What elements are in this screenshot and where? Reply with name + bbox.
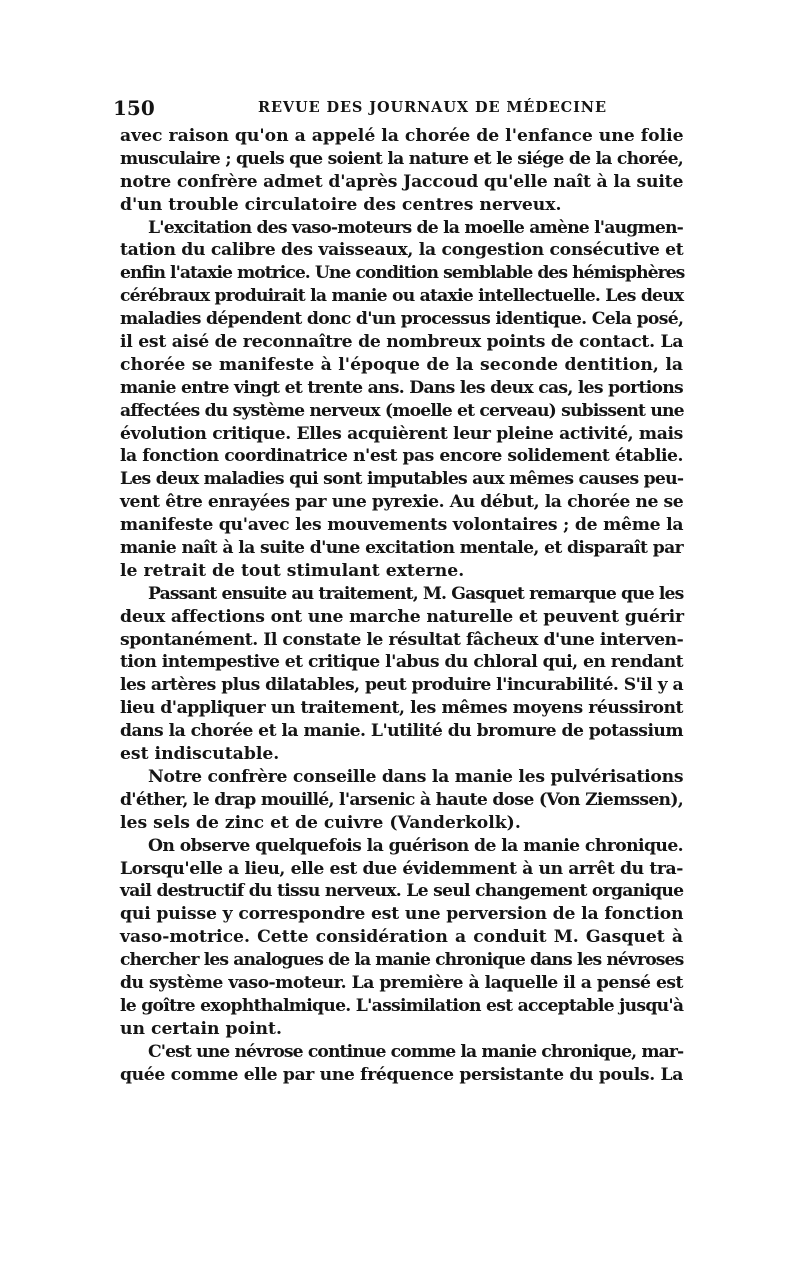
text-line: chorée se manifeste à l'époque de la seconde dentition, la bbox=[120, 354, 683, 375]
text-line: le goître exophthalmique. L'assimilation est acceptable jusqu'à bbox=[120, 995, 684, 1016]
text-line: un certain point. bbox=[120, 1018, 282, 1039]
text-line: lieu d'appliquer un traitement, les mêmes moyens réussiront bbox=[120, 698, 683, 719]
text-line: tation du calibre des vaisseaux, la congestion consécutive et bbox=[120, 240, 684, 261]
page-header bbox=[113, 96, 685, 120]
text-line: tion intempestive et critique l'abus du chloral qui, en rendant bbox=[120, 652, 684, 673]
text-line: cérébraux produirait la manie ou ataxie intellectuelle. Les deux bbox=[120, 286, 684, 307]
text-line: qui puisse y correspondre est une perversion de la fonction bbox=[120, 904, 684, 925]
text-line: d'éther, le drap mouillé, l'arsenic à haute dose (Von Ziemssen), bbox=[120, 789, 683, 810]
text-line: C'est une névrose continue comme la manie chronique, mar- bbox=[148, 1041, 684, 1062]
text-line: manie naît à la suite d'une excitation mentale, et disparaît par bbox=[120, 538, 683, 559]
text-line: quée comme elle par une fréquence persistante du pouls. La bbox=[120, 1064, 683, 1085]
text-line: affectées du système nerveux (moelle et cerveau) subissent une bbox=[120, 400, 684, 421]
text-line: Passant ensuite au traitement, M. Gasquet remarque que les bbox=[148, 583, 684, 604]
text-line: Notre confrère conseille dans la manie les pulvérisations bbox=[148, 766, 684, 787]
text-line: spontanément. Il constate le résultat fâcheux d'une interven- bbox=[120, 629, 684, 650]
text-line: Lorsqu'elle a lieu, elle est due évidemment à un arrêt du tra- bbox=[120, 858, 683, 879]
text-line: chercher les analogues de la manie chronique dans les névroses bbox=[120, 950, 684, 971]
text-line: du système vaso-moteur. La première à laquelle il a pensé est bbox=[120, 972, 683, 993]
text-line: vaso-motrice. Cette considération a conduit M. Gasquet à bbox=[120, 927, 683, 948]
text-line: vail destructif du tissu nerveux. Le seul changement organique bbox=[120, 881, 684, 902]
text-line: musculaire ; quels que soient la nature et le siége de la chorée, bbox=[120, 148, 683, 169]
text-line: Les deux maladies qui sont imputables aux mêmes causes peu- bbox=[120, 469, 684, 490]
text-line: deux affections ont une marche naturelle et peuvent guérir bbox=[120, 606, 684, 627]
text-line: les artères plus dilatables, peut produire l'incurabilité. S'il y a bbox=[120, 675, 684, 696]
text-line: avec raison qu'on a appelé la chorée de l'enfance une folie bbox=[120, 126, 684, 146]
text-line: il est aisé de reconnaître de nombreux points de contact. La bbox=[120, 332, 684, 353]
page-number: 150 bbox=[113, 96, 155, 120]
text-line: manie entre vingt et trente ans. Dans les deux cas, les portions bbox=[120, 377, 683, 398]
text-line: vent être enrayées par une pyrexie. Au début, la chorée ne se bbox=[120, 492, 684, 513]
text-line: les sels de zinc et de cuivre (Vanderkolk). bbox=[120, 812, 521, 833]
running-head: REVUE DES JOURNAUX DE MÉDECINE bbox=[258, 99, 607, 116]
text-line: L'excitation des vaso-moteurs de la moelle amène l'augmen- bbox=[148, 217, 683, 238]
text-line: d'un trouble circulatoire des centres nerveux. bbox=[120, 194, 562, 215]
text-line: évolution critique. Elles acquièrent leur pleine activité, mais bbox=[120, 423, 683, 444]
body-text bbox=[120, 125, 683, 1086]
text-line: le retrait de tout stimulant externe. bbox=[120, 560, 465, 581]
text-line: maladies dépendent donc d'un processus identique. Cela posé, bbox=[120, 309, 684, 330]
text-line: dans la chorée et la manie. L'utilité du bromure de potassium bbox=[120, 721, 684, 742]
text-line: On observe quelquefois la guérison de la manie chronique. bbox=[148, 835, 684, 856]
text-line: la fonction coordinatrice n'est pas encore solidement établie. bbox=[120, 446, 683, 467]
text-line: est indiscutable. bbox=[120, 744, 280, 765]
text-line: manifeste qu'avec les mouvements volontaires ; de même la bbox=[120, 515, 684, 536]
text-line: notre confrère admet d'après Jaccoud qu'elle naît à la suite bbox=[120, 171, 684, 192]
text-line: enfin l'ataxie motrice. Une condition semblable des hémisphères bbox=[120, 263, 685, 284]
